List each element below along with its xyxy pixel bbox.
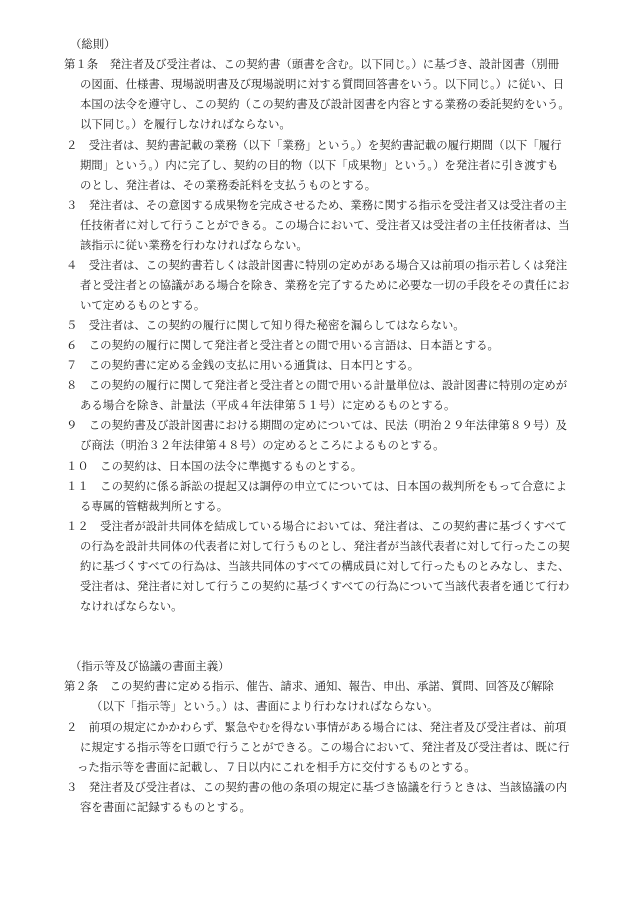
article-1-paragraph-7: ７ この契約書に定める金銭の支払に用いる通貨は、日本円とする。 [66,358,420,372]
article-1-paragraph-11: １１ この契約に係る訴訟の提起又は調停の申立てについては、日本国の裁判所をもって合意によ [66,479,567,493]
article-1-paragraph-4-line: いて定めるものとする。 [80,298,206,312]
article-1-paragraph-2-line: のとし、発注者は、その業務委託料を支払うものとする。 [80,178,377,192]
article-1-paragraph-5: ５ 受注者は、この契約の履行に関して知り得た秘密を漏らしてはならない。 [66,318,465,332]
article-2-line: （以下「指示等」という。）は、書面により行わなければならない。 [91,699,439,713]
article-1-paragraph-12-line: 約に基づくすべての行為は、当該共同体のすべての構成員に対して行ったものとみなし、また、 [80,559,570,573]
article-1-paragraph-9-line: び商法（明治３２年法律第４８号）の定めるところによるものとする。 [80,438,445,452]
article-1-paragraph-9: ９ この契約書及び設計図書における期間の定めについては、民法（明治２９年法律第８９号）及 [66,418,567,432]
article-1-paragraph-12: １２ 受注者が設計共同体を結成している場合においては、発注者は、この契約書に基づくすべて [66,519,567,533]
article-2-line: 第２条 この契約書に定める指示、催告、請求、通知、報告、申出、承諾、質問、回答及び解除 [64,679,554,693]
section-heading-written-instructions: （指示等及び協議の書面主義） [70,659,230,673]
article-1-paragraph-2-line: 期間」という。）内に完了し、契約の目的物（以下「成果物」という。）を発注者に引き渡すも [80,158,559,172]
article-1-paragraph-10: １０ この契約は、日本国の法令に準拠するものとする。 [66,459,363,473]
article-1-paragraph-6: ６ この契約の履行に関して発注者と受注者との間で用いる言語は、日本語とする。 [66,338,499,352]
article-1-paragraph-12-line: 受注者は、発注者に対して行うこの契約に基づくすべての行為について当該代表者を通じて行わ [80,579,570,593]
article-2-paragraph-2-line: に規定する指示等を口頭で行うことができる。この場合において、発注者及び受注者は、既に行 [80,740,570,754]
article-1-paragraph-4-line: 者と受注者との協議がある場合を除き、業務を完了するために必要な一切の手段をその責任にお [80,278,570,292]
article-1-paragraph-11-line: る専属的管轄裁判所とする。 [80,499,229,513]
article-1-paragraph-12-line: なければならない。 [80,599,183,613]
article-1-paragraph-4: ４ 受注者は、この契約書若しくは設計図書に特別の定めがある場合又は前項の指示若しくは発注 [66,258,568,272]
article-1-line: 第１条 発注者及び受注者は、この契約書（頭書を含む。以下同じ。）に基づき、設計図書（別冊 [64,57,560,71]
article-2-paragraph-2: ２ 前項の規定にかかわらず、緊急やむを得ない事情がある場合には、発注者及び受注者は、前項 [66,720,567,734]
article-1-paragraph-3-line: 該指示に従い業務を行わなければならない。 [80,238,308,252]
article-1-line: 本国の法令を遵守し、この契約（この契約書及び設計図書を内容とする業務の委託契約をいう。 [80,97,570,111]
article-1-line: 以下同じ。）を履行しなければならない。 [80,117,291,131]
article-1-paragraph-3: ３ 発注者は、その意図する成果物を完成させるため、業務に関する指示を受注者又は受注者の主 [66,198,567,212]
article-2-paragraph-2-line: った指示等を書面に記載し、７日以内にこれを相手方に交付するものとする。 [77,760,476,774]
article-2-paragraph-3: ３ 発注者及び受注者は、この契約書の他の条項の規定に基づき協議を行うときは、当該協議の内 [66,780,568,794]
article-1-paragraph-8-line: ある場合を除き、計量法（平成４年法律第５１号）に定めるものとする。 [80,398,456,412]
article-1-paragraph-12-line: の行為を設計共同体の代表者に対して行うものとし、発注者が当該代表者に対して行ったこの契 [80,539,570,553]
section-heading-general: （総則） [70,37,116,51]
article-1-paragraph-2: ２ 受注者は、契約書記載の業務（以下「業務」という。）を契約書記載の履行期間（以下「履行 [66,138,562,152]
article-1-paragraph-8: ８ この契約の履行に関して発注者と受注者との間で用いる計量単位は、設計図書に特別の定めが [66,378,568,392]
article-2-paragraph-3-line: 容を書面に記録するものとする。 [80,800,251,814]
article-1-paragraph-3-line: 任技術者に対して行うことができる。この場合において、受注者又は受注者の主任技術者は、当 [80,218,570,232]
article-1-line: の図面、仕様書、現場説明書及び現場説明に対する質問回答書をいう。以下同じ。）に従い、日 [80,77,565,91]
